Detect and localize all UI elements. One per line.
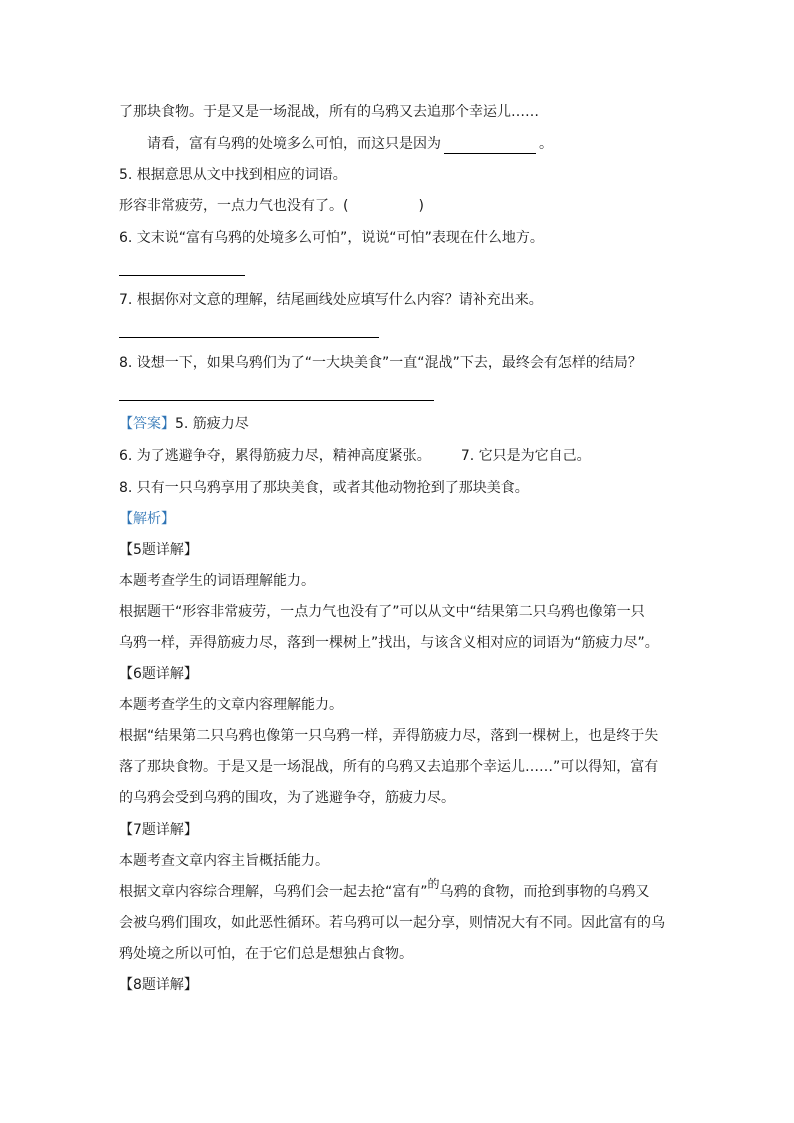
detail-heading-7: 【7题详解】 [119, 822, 198, 838]
passage-question-text: 请看，富有乌鸦的处境多么可怕，而这只是因为 [147, 136, 441, 152]
answer-7: 7. 它只是为它自己。 [460, 448, 591, 464]
detail-heading-6: 【6题详解】 [119, 666, 198, 682]
question-5-prompt: 形容非常疲劳，一点力气也没有了。( ) [119, 198, 424, 214]
detail-7-text: 会被乌鸦们围攻，如此恶性循环。若乌鸦可以一起分享，则情况大有不同。因此富有的乌 [119, 915, 665, 931]
passage-question-line [147, 134, 553, 154]
question-8: 8. 设想一下，如果乌鸦们为了“一大块美食”一直“混战”下去，最终会有怎样的结局？ [119, 355, 642, 371]
detail-5-text: 乌鸦一样，弄得筋疲力尽，落到一棵树上”找出，与该含义相对应的词语为“筋疲力尽”。 [119, 635, 659, 651]
question-7: 7. 根据你对文意的理解，结尾画线处应填写什么内容？请补充出来。 [119, 292, 543, 308]
answer-line-8[interactable] [119, 400, 434, 401]
passage-question-end: 。 [539, 136, 553, 152]
answer-5: 5. 筋疲力尽 [175, 416, 249, 432]
detail-7-text-part: 乌鸦的食物，而抢到事物的乌鸦又 [439, 884, 650, 900]
detail-heading-8: 【8题详解】 [119, 977, 198, 993]
detail-6-text: 本题考查学生的文章内容理解能力。 [119, 697, 343, 713]
answer-line-6[interactable] [119, 275, 245, 276]
answer-heading-line [119, 414, 249, 434]
detail-5-text: 根据题干“形容非常疲劳，一点力气也没有了”可以从文中“结果第二只乌鸦也像第一只 [119, 604, 645, 620]
detail-5-text: 本题考查学生的词语理解能力。 [119, 573, 315, 589]
answer-blank[interactable] [444, 139, 536, 154]
analysis-label: 【解析】 [119, 511, 175, 527]
detail-6-text: 的乌鸦会受到乌鸦的围攻，为了逃避争夺，筋疲力尽。 [119, 790, 455, 806]
superscript-char: 的 [427, 877, 440, 891]
detail-7-text: 本题考查文章内容主旨概括能力。 [119, 853, 329, 869]
detail-heading-5: 【5题详解】 [119, 542, 198, 558]
answer-8: 8. 只有一只乌鸦享用了那块美食，或者其他动物抢到了那块美食。 [119, 480, 529, 496]
detail-6-text: 落了那块食物。于是又是一场混战，所有的乌鸦又去追那个幸运儿……”可以得知，富有 [119, 759, 659, 775]
detail-6-text: 根据“结果第二只乌鸦也像第一只乌鸦一样，弄得筋疲力尽，落到一棵树上，也是终于失 [119, 728, 659, 744]
answer-label: 【答案】 [119, 416, 175, 432]
passage-line: 了那块食物。于是又是一场混战，所有的乌鸦又去追那个幸运儿…… [119, 104, 539, 120]
detail-7-text: 鸦处境之所以可怕，在于它们总是想独占食物。 [119, 946, 413, 962]
answer-line-7[interactable] [119, 337, 379, 338]
detail-7-text [119, 877, 650, 902]
answer-6-7-line [119, 446, 591, 466]
question-5: 5. 根据意思从文中找到相应的词语。 [119, 167, 347, 183]
answer-6: 6. 为了逃避争夺，累得筋疲力尽，精神高度紧张。 [119, 448, 431, 464]
detail-7-text-part: 根据文章内容综合理解，乌鸦们会一起去抢“富有” [119, 884, 428, 900]
question-6: 6. 文末说“富有乌鸦的处境多么可怕”，说说“可怕”表现在什么地方。 [119, 230, 544, 246]
